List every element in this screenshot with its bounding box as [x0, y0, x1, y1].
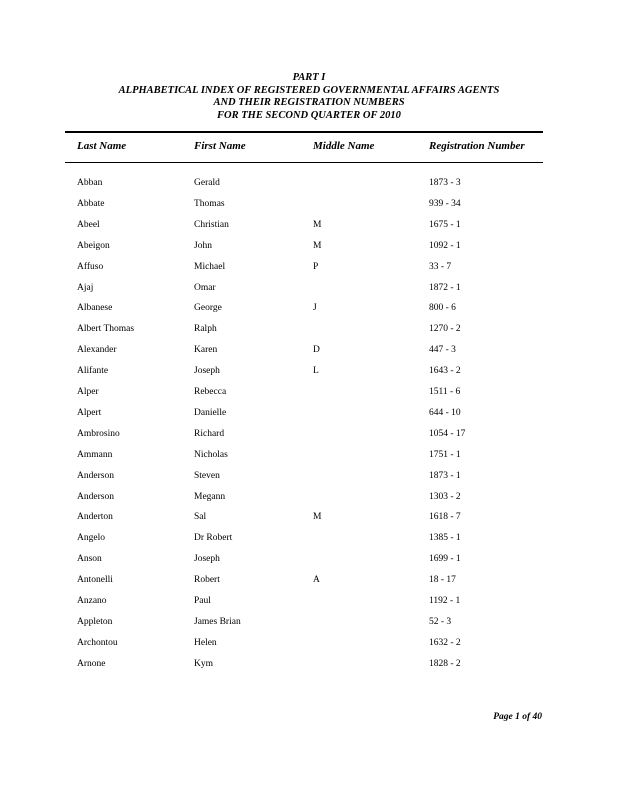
cell-first-name: James Brian — [194, 616, 241, 627]
cell-last-name: Ammann — [77, 449, 113, 460]
table-row — [0, 636, 618, 650]
cell-first-name: Danielle — [194, 407, 227, 418]
cell-first-name: Karen — [194, 345, 218, 356]
cell-registration-number: 800 - 6 — [429, 303, 456, 314]
cell-first-name: Joseph — [194, 366, 220, 377]
table-row — [0, 490, 618, 504]
cell-last-name: Anson — [77, 554, 102, 565]
cell-middle-name: M — [313, 512, 322, 523]
cell-last-name: Alpert — [77, 407, 102, 418]
table-row — [0, 301, 618, 315]
cell-first-name: John — [194, 240, 212, 251]
document-title — [0, 72, 618, 122]
cell-middle-name: L — [313, 366, 319, 377]
cell-last-name: Arnone — [77, 658, 106, 669]
cell-registration-number: 1675 - 1 — [429, 219, 461, 230]
table-row — [0, 176, 618, 190]
cell-last-name: Archontou — [77, 637, 118, 648]
table-row — [0, 594, 618, 608]
cell-registration-number: 1618 - 7 — [429, 512, 461, 523]
cell-first-name: Ralph — [194, 324, 217, 335]
cell-registration-number: 33 - 7 — [429, 261, 452, 272]
cell-last-name: Alifante — [77, 366, 109, 377]
cell-last-name: Albanese — [77, 303, 113, 314]
cell-last-name: Appleton — [77, 616, 113, 627]
cell-middle-name: M — [313, 219, 322, 230]
cell-first-name: Megann — [194, 491, 226, 502]
table-row — [0, 448, 618, 462]
cell-first-name: George — [194, 303, 222, 314]
cell-last-name: Abeel — [77, 219, 100, 230]
cell-middle-name: M — [313, 240, 322, 251]
cell-middle-name: P — [313, 261, 319, 272]
page-number: Page 1 of 40 — [493, 712, 542, 722]
cell-last-name: Ambrosino — [77, 428, 120, 439]
table-row — [0, 385, 618, 399]
cell-registration-number: 1632 - 2 — [429, 637, 461, 648]
cell-first-name: Rebecca — [194, 387, 227, 397]
cell-last-name: Antonelli — [77, 575, 113, 586]
cell-registration-number: 644 - 10 — [429, 407, 461, 418]
cell-last-name: Anderson — [77, 470, 114, 481]
cell-middle-name: J — [313, 303, 317, 314]
cell-registration-number: 1872 - 1 — [429, 282, 461, 293]
cell-middle-name: A — [313, 575, 320, 586]
cell-first-name: Richard — [194, 428, 225, 439]
cell-last-name: Angelo — [77, 533, 105, 544]
table-row — [0, 657, 618, 671]
column-header-first-name: First Name — [194, 140, 246, 152]
cell-registration-number: 1873 - 3 — [429, 178, 461, 188]
table-row — [0, 406, 618, 420]
table-row — [0, 552, 618, 566]
title-line-4: FOR THE SECOND QUARTER OF 2010 — [217, 109, 401, 121]
cell-last-name: Abban — [77, 178, 103, 188]
cell-registration-number: 447 - 3 — [429, 345, 456, 356]
cell-first-name: Thomas — [194, 198, 225, 209]
table-row — [0, 239, 618, 253]
cell-first-name: Gerald — [194, 178, 220, 188]
table-row — [0, 573, 618, 587]
cell-registration-number: 1054 - 17 — [429, 428, 466, 439]
table-row — [0, 615, 618, 629]
cell-registration-number: 1303 - 2 — [429, 491, 461, 502]
cell-first-name: Sal — [194, 512, 207, 523]
cell-first-name: Robert — [194, 575, 220, 586]
cell-registration-number: 1699 - 1 — [429, 554, 461, 565]
table-row — [0, 510, 618, 524]
header-top-rule — [65, 131, 543, 133]
cell-last-name: Affuso — [77, 261, 104, 272]
title-line-2: ALPHABETICAL INDEX OF REGISTERED GOVERNMENTAL AFFAIRS AGENTS — [118, 84, 500, 96]
cell-registration-number: 1873 - 1 — [429, 470, 461, 481]
cell-registration-number: 1828 - 2 — [429, 658, 461, 669]
table-row — [0, 281, 618, 295]
cell-registration-number: 939 - 34 — [429, 198, 461, 209]
cell-first-name: Kym — [194, 658, 213, 669]
cell-middle-name: D — [313, 345, 320, 356]
cell-first-name: Christian — [194, 219, 229, 230]
cell-first-name: Dr Robert — [194, 533, 233, 544]
cell-last-name: Alper — [77, 387, 99, 397]
title-line-3: AND THEIR REGISTRATION NUMBERS — [213, 97, 405, 108]
title-part: PART I — [292, 72, 326, 83]
table-row — [0, 197, 618, 211]
table-row — [0, 427, 618, 441]
cell-registration-number: 1092 - 1 — [429, 240, 461, 251]
table-row — [0, 469, 618, 483]
cell-last-name: Anderton — [77, 512, 113, 523]
cell-last-name: Albert Thomas — [77, 324, 135, 335]
cell-last-name: Anderson — [77, 491, 114, 502]
cell-last-name: Ajaj — [77, 282, 94, 293]
cell-last-name: Alexander — [77, 345, 117, 356]
cell-last-name: Abbate — [77, 198, 105, 209]
table-row — [0, 260, 618, 274]
cell-registration-number: 1270 - 2 — [429, 324, 461, 335]
cell-first-name: Joseph — [194, 554, 220, 565]
table-row — [0, 364, 618, 378]
cell-registration-number: 18 - 17 — [429, 575, 456, 586]
table-row — [0, 322, 618, 336]
cell-last-name: Anzano — [77, 596, 107, 606]
cell-first-name: Michael — [194, 261, 226, 272]
column-header-last-name: Last Name — [77, 140, 127, 152]
cell-first-name: Nicholas — [194, 449, 228, 460]
cell-registration-number: 52 - 3 — [429, 616, 452, 627]
cell-first-name: Steven — [194, 470, 220, 481]
column-header-registration-number: Registration Number — [429, 140, 525, 152]
header-bottom-rule — [65, 162, 543, 163]
column-header-middle-name: Middle Name — [313, 140, 375, 152]
cell-registration-number: 1643 - 2 — [429, 366, 461, 377]
cell-first-name: Omar — [194, 282, 216, 293]
cell-last-name: Abeigon — [77, 240, 110, 251]
table-row — [0, 531, 618, 545]
cell-first-name: Helen — [194, 637, 217, 648]
table-row — [0, 218, 618, 232]
cell-registration-number: 1751 - 1 — [429, 449, 461, 460]
cell-registration-number: 1385 - 1 — [429, 533, 461, 544]
cell-registration-number: 1192 - 1 — [429, 596, 461, 606]
table-row — [0, 343, 618, 357]
cell-first-name: Paul — [194, 596, 211, 606]
cell-registration-number: 1511 - 6 — [429, 387, 461, 397]
